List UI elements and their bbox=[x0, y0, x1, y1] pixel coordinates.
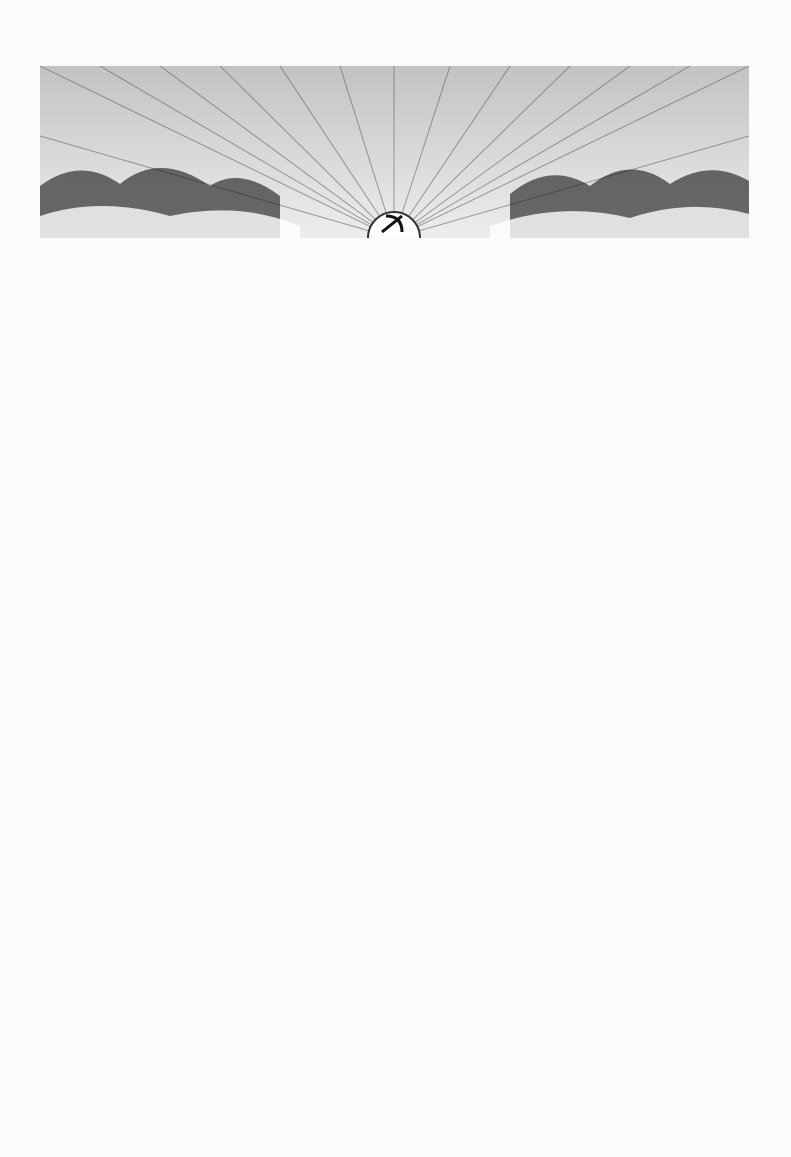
banner-background bbox=[40, 66, 749, 238]
masthead bbox=[548, 832, 763, 834]
decorative-border bbox=[40, 1098, 751, 1114]
banner bbox=[40, 66, 749, 238]
